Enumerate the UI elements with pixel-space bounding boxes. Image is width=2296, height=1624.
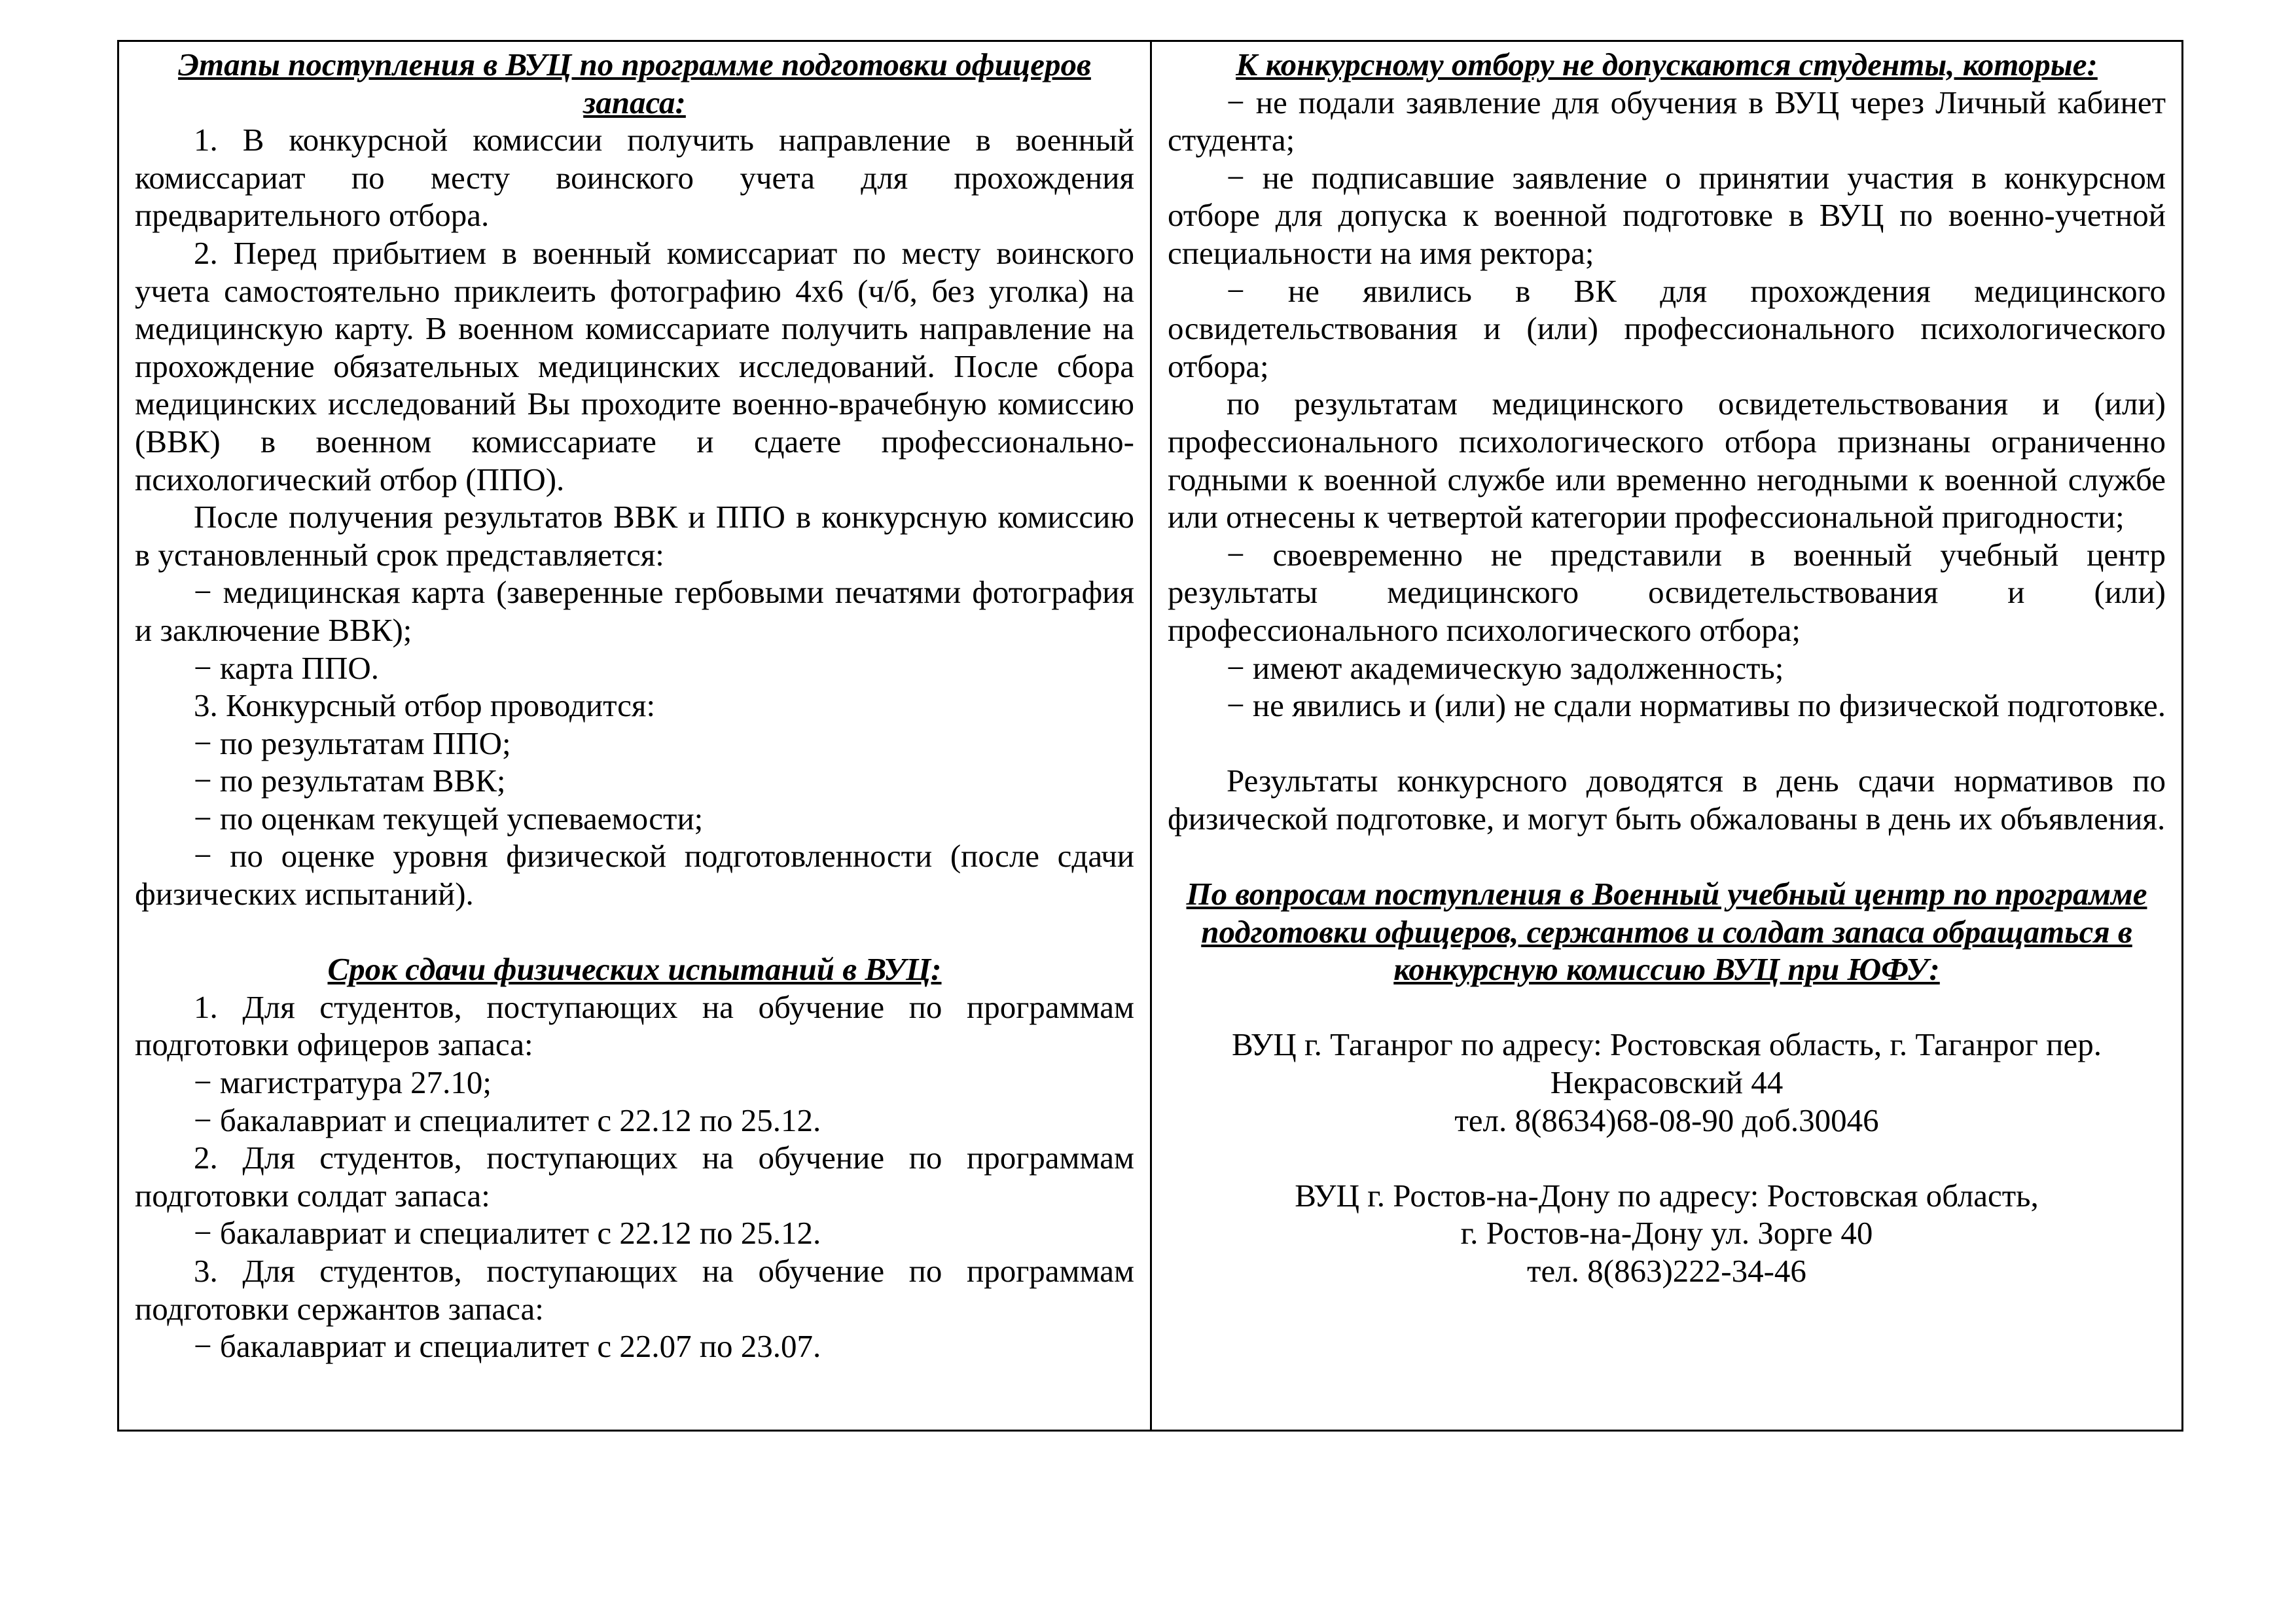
paragraph: 1. В конкурсной комиссии получить направление в военный комиссариат по месту воинского учета для прохождения предварительного отбора.	[135, 122, 1134, 234]
rostov-phone: тел. 8(863)222-34-46	[1527, 1253, 1806, 1289]
taganrog-address-line2: Некрасовский 44	[1550, 1064, 1784, 1101]
list-item: − имеют академическую задолженность;	[1227, 649, 1784, 686]
rostov-address-line2: г. Ростов-на-Дону ул. Зорге 40	[1460, 1215, 1873, 1252]
spacer	[1168, 988, 2166, 1026]
physical-tests-heading: Срок сдачи физических испытаний в ВУЦ:	[327, 951, 942, 988]
list-item: − по результатам ВВК;	[194, 763, 506, 799]
admission-stages-heading: Этапы поступления в ВУЦ по программе подготовки офицеров запаса:	[178, 46, 1091, 120]
left-column	[119, 42, 1152, 1430]
paragraph: После получения результатов ВВК и ППО в конкурсную комиссию в установленный срок представляется:	[135, 499, 1134, 573]
not-admitted-heading: К конкурсному отбору не допускаются студенты, которые:	[1236, 46, 2098, 82]
paragraph: 3. Конкурсный отбор проводится:	[194, 687, 656, 724]
taganrog-phone: тел. 8(8634)68-08-90 доб.30046	[1454, 1102, 1879, 1138]
results-paragraph: Результаты конкурсного доводятся в день сдачи нормативов по физической подготовке, и могут быть обжалованы в день их объявления.	[1168, 763, 2166, 837]
list-item: − не явились в ВК для прохождения медицинского освидетельствования и (или) профессионального психологического отбора;	[1168, 272, 2166, 384]
list-item: − карта ППО.	[194, 649, 379, 686]
list-item: по результатам медицинского освидетельствования и (или) профессионального психологического отбора признаны ограниченно годными к военной службе или временно негодными к военной службе или отнесены к четвертой категории профессиональной пригодности;	[1168, 386, 2166, 535]
list-item: − своевременно не представили в военный учебный центр результаты медицинского освидетельствования и (или) профессионального психологического отбора;	[1168, 536, 2166, 648]
list-item: − не подписавшие заявление о принятии участия в конкурсном отборе для допуска к военной подготовке в ВУЦ по военно-учетной специальности на имя ректора;	[1168, 159, 2166, 271]
paragraph: 1. Для студентов, поступающих на обучение по программам подготовки офицеров запаса:	[135, 988, 1134, 1063]
rostov-address-line1: ВУЦ г. Ростов-на-Дону по адресу: Ростовская область,	[1295, 1177, 2039, 1214]
paragraph: 3. Для студентов, поступающих на обучение по программам подготовки сержантов запаса:	[135, 1253, 1134, 1327]
spacer	[1168, 837, 2166, 875]
list-item: − по оценке уровня физической подготовленности (после сдачи физических испытаний).	[135, 838, 1134, 912]
list-item: − не явились и (или) не сдали нормативы по физической подготовке.	[1227, 687, 2166, 724]
taganrog-address-line1: ВУЦ г. Таганрог по адресу: Ростовская область, г. Таганрог пер.	[1232, 1026, 2102, 1063]
spacer	[1168, 1139, 2166, 1177]
paragraph: 2. Перед прибытием в военный комиссариат по месту воинского учета самостоятельно приклеить фотографию 4х6 (ч/б, без уголка) на медицинскую карту. В военном комиссариате получить направление на прохождение обязательных медицинских исследований. После сбора медицинских исследований Вы проходите военно-врачебную комиссию (ВВК) в военном комиссариате и сдаете профессионально-психологический отбор (ППО).	[135, 234, 1134, 497]
list-item: − бакалавриат и специалитет с 22.12 по 25.12.	[194, 1215, 821, 1252]
list-item: − медицинская карта (заверенные гербовыми печатями фотография и заключение ВВК);	[135, 574, 1134, 648]
spacer	[135, 913, 1134, 951]
list-item: − не подали заявление для обучения в ВУЦ через Личный кабинет студента;	[1168, 84, 2166, 158]
list-item: − по результатам ППО;	[194, 725, 511, 761]
right-column	[1152, 42, 2181, 1430]
contacts-heading: По вопросам поступления в Военный учебный центр по программе подготовки офицеров, сержантов и солдат запаса обращаться в конкурсную комиссию ВУЦ при ЮФУ:	[1186, 876, 2147, 988]
list-item: − бакалавриат и специалитет с 22.07 по 23.07.	[194, 1328, 821, 1365]
paragraph: 2. Для студентов, поступающих на обучение по программам подготовки солдат запаса:	[135, 1140, 1134, 1214]
info-table	[117, 40, 2183, 1432]
spacer	[1168, 725, 2166, 763]
list-item: − магистратура 27.10;	[194, 1064, 492, 1101]
list-item: − бакалавриат и специалитет с 22.12 по 25.12.	[194, 1102, 821, 1138]
list-item: − по оценкам текущей успеваемости;	[194, 800, 704, 837]
